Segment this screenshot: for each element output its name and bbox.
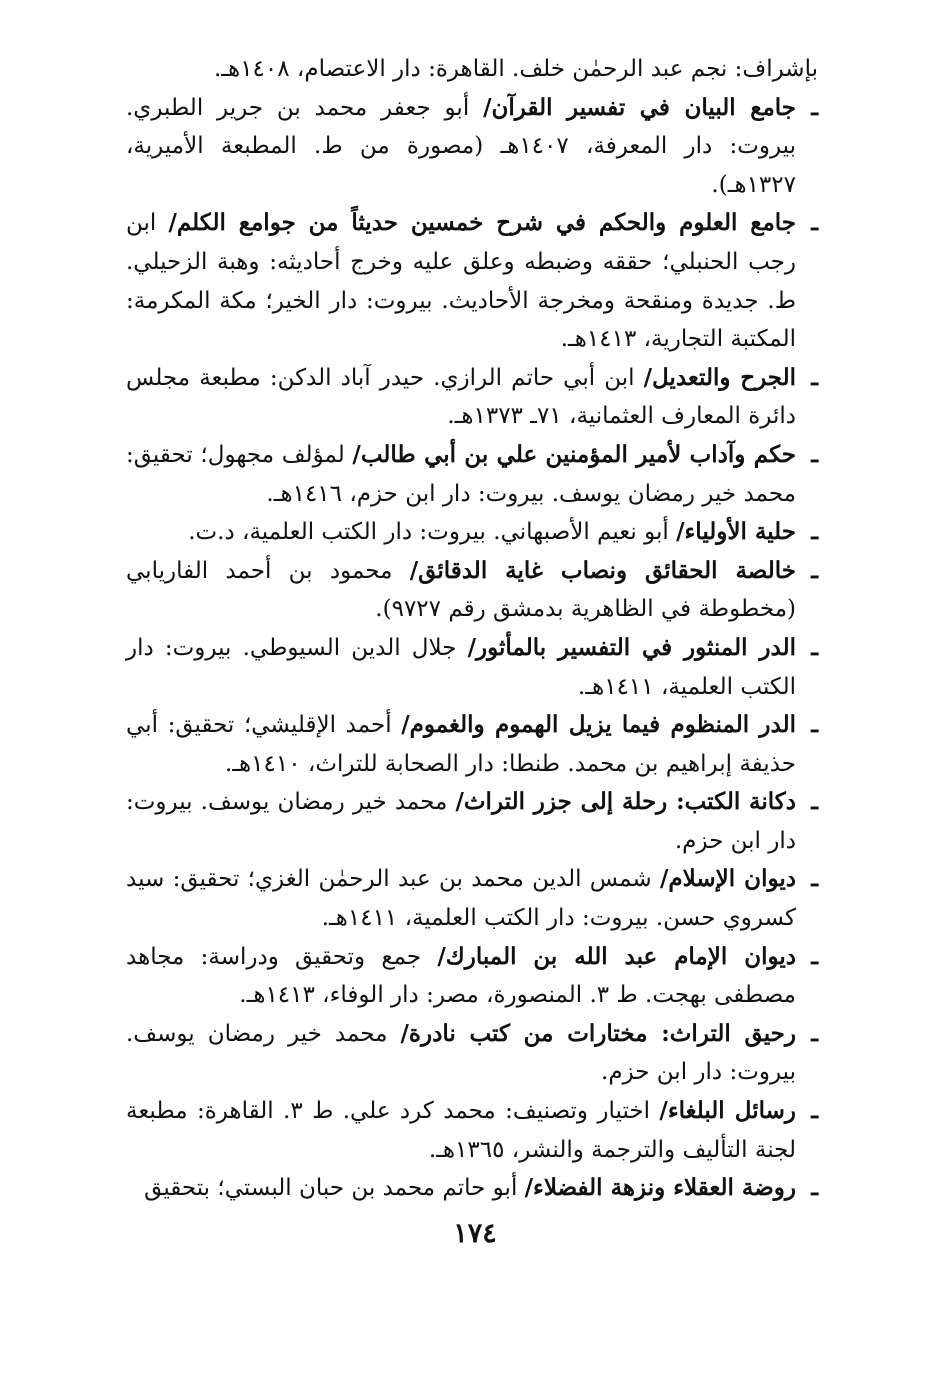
- entry-dash: ـ: [811, 363, 819, 391]
- bibliography-entry: [126, 436, 818, 513]
- entry-title: ديوان الإسلام/: [660, 865, 796, 893]
- entry-text: ابن أبي حاتم الرازي. حيدر آباد الدكن: مطبعة مجلس دائرة المعارف العثمانية، ٧١ـ ١٣٧٣هـ.: [126, 364, 796, 430]
- entry-title: الجرح والتعديل/: [643, 363, 797, 391]
- entry-text: شمس الدين محمد بن عبد الرحمٰن الغزي؛ تحقيق: سيد كسروي حسن. بيروت: دار الكتب العلمية، ١٤١١هـ.: [126, 866, 796, 932]
- bibliography-entry-continuation: [126, 50, 818, 89]
- entry-dash: ـ: [811, 1097, 818, 1125]
- entry-title: الدر المنظوم فيما يزيل الهموم والغموم/: [401, 711, 796, 739]
- entry-dash: ـ: [811, 440, 818, 468]
- bibliography-entry: [126, 552, 818, 629]
- entry-dash: ـ: [811, 711, 818, 739]
- entry-title: روضة العقلاء ونزهة الفضلاء/: [524, 1174, 796, 1202]
- bibliography-entry: [126, 938, 818, 1015]
- entry-text: محمود بن أحمد الفاريابي (مخطوطة في الظاهرية بدمشق رقم ٩٧٢٧).: [126, 557, 796, 623]
- bibliography-entry: [126, 204, 818, 358]
- bibliography-entry: [126, 359, 818, 436]
- bibliography-entry: [126, 89, 818, 205]
- entry-text: بإشراف: نجم عبد الرحمٰن خلف. القاهرة: دار الاعتصام، ١٤٠٨هـ.: [214, 56, 818, 82]
- entry-text: أبو حاتم محمد بن حبان البستي؛ بتحقيق: [144, 1175, 525, 1202]
- entry-dash: ـ: [811, 942, 818, 970]
- entry-text: أحمد الإقليشي؛ تحقيق: أبي حذيفة إبراهيم بن محمد. طنطا: دار الصحابة للتراث، ١٤١٠هـ.: [126, 712, 796, 777]
- entry-title: الدر المنثور في التفسير بالمأثور/: [467, 633, 796, 661]
- entry-text: جمع وتحقيق ودراسة: مجاهد مصطفى بهجت. ط ٣. المنصورة، مصر: دار الوفاء، ١٤١٣هـ.: [126, 943, 796, 1009]
- bibliography-entry: [126, 706, 818, 783]
- entry-dash: ـ: [811, 1019, 818, 1047]
- entry-text: محمد خير رمضان يوسف. بيروت: دار ابن حزم.: [126, 1020, 796, 1086]
- entry-text: اختيار وتصنيف: محمد كرد علي. ط ٣. القاهرة: مطبعة لجنة التأليف والترجمة والنشر، ١٣٦٥هـ.: [126, 1098, 796, 1163]
- entry-dash: ـ: [811, 1174, 818, 1202]
- entry-title: جامع العلوم والحكم في شرح خمسين حديثاً من جوامع الكلم/: [168, 209, 796, 237]
- entry-dash: ـ: [811, 865, 818, 893]
- entry-dash: ـ: [811, 209, 818, 237]
- entry-text: أبو نعيم الأصبهاني. بيروت: دار الكتب العلمية، د.ت.: [188, 519, 677, 546]
- entry-text: محمد خير رمضان يوسف. بيروت: دار ابن حزم.: [126, 789, 796, 854]
- entry-title: خالصة الحقائق ونصاب غاية الدقائق/: [409, 556, 796, 584]
- entry-dash: ـ: [811, 518, 818, 546]
- entry-dash: ـ: [811, 556, 818, 584]
- entry-title: حلية الأولياء/: [676, 518, 796, 546]
- entry-title: حكم وآداب لأمير المؤمنين علي بن أبي طالب/: [352, 440, 796, 468]
- entry-text: لمؤلف مجهول؛ تحقيق: محمد خير رمضان يوسف. بيروت: دار ابن حزم، ١٤١٦هـ.: [126, 441, 796, 507]
- page-number: ١٧٤: [453, 1218, 497, 1249]
- entry-dash: ـ: [811, 788, 818, 816]
- bibliography-entry: [126, 1015, 818, 1092]
- entry-dash: ـ: [811, 633, 818, 661]
- bibliography-entry: [126, 1092, 818, 1169]
- entry-text: جلال الدين السيوطي. بيروت: دار الكتب العلمية، ١٤١١هـ.: [126, 634, 796, 700]
- bibliography-list: [126, 50, 818, 1208]
- entry-text: ابن رجب الحنبلي؛ حققه وضبطه وعلق عليه وخرج أحاديثه: وهبة الزحيلي. ط. جديدة ومنقحة ومخرجة الأحاديث. بيروت: دار الخير؛ مكة المكرمة: المكتبة التجارية، ١٤١٣هـ.: [126, 210, 796, 353]
- entry-title: رسائل البلغاء/: [659, 1097, 796, 1125]
- bibliography-entry: [126, 629, 818, 706]
- entry-title: رحيق التراث: مختارات من كتب نادرة/: [400, 1019, 796, 1047]
- entry-title: ديوان الإمام عبد الله بن المبارك/: [437, 942, 796, 970]
- entry-title: دكانة الكتب: رحلة إلى جزر التراث/: [455, 788, 796, 816]
- entry-dash: ـ: [811, 93, 818, 121]
- bibliography-entry: [126, 1169, 818, 1208]
- entry-title: جامع البيان في تفسير القرآن/: [483, 93, 796, 121]
- bibliography-entry: [126, 783, 818, 860]
- entry-text: أبو جعفر محمد بن جرير الطبري. بيروت: دار المعرفة، ١٤٠٧هـ (مصورة من ط. المطبعة الأميرية، ١٣٢٧هـ).: [126, 94, 796, 198]
- bibliography-entry: [126, 860, 818, 937]
- bibliography-entry: [126, 513, 818, 552]
